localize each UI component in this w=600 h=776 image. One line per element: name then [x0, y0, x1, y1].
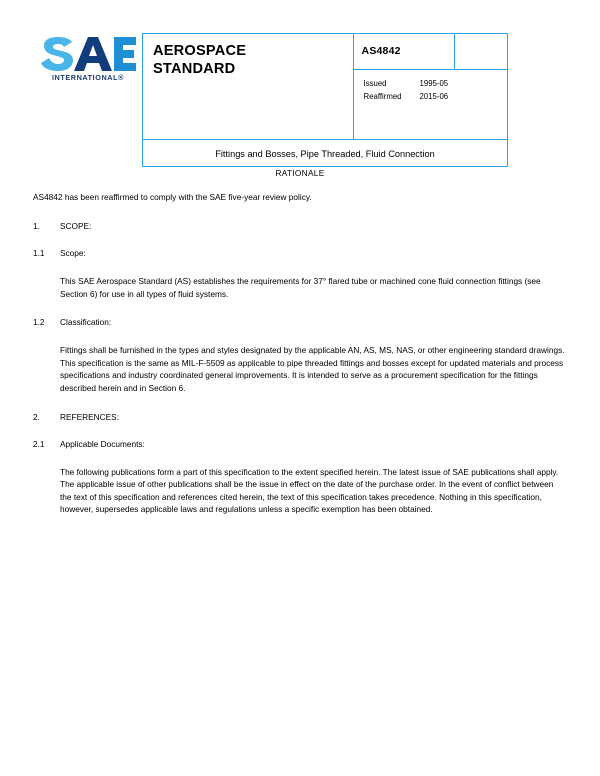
section-2-number: 2.: [33, 411, 40, 422]
issued-row: [364, 78, 449, 89]
doc-number: AS4842: [361, 45, 401, 57]
rationale-heading: RATIONALE: [275, 168, 325, 178]
doc-type-cell: [143, 34, 354, 140]
sae-logo: [38, 36, 138, 82]
reaffirmed-label: Reaffirmed: [363, 92, 402, 102]
section-1-1-number: 1.1: [33, 248, 45, 258]
section-1-2-paragraph: Fittings shall be furnished in the types and styles designated by the applicable AN, AS, MS, NAS, or other engineering standard drawings. This specification is the same as MIL-F-5509 as applicable to pipe threaded fittings and bosses except for updated materials and process specifications and industry coordinated general improvements. It is intended to serve as a procurement specification for the fittings described herein and in Section 6.: [60, 345, 565, 394]
issued-label: Issued: [363, 79, 387, 88]
section-2-1-number: 2.1: [33, 438, 45, 449]
issued-value: 1995-05: [419, 79, 449, 88]
section-1-2-heading: Classification:: [60, 317, 112, 328]
doc-type-line1: AEROSPACE: [153, 43, 247, 59]
section-2-1-paragraph: The following publications form a part of this specification to the extent specified herein. The latest issue of SAE publications shall apply. The applicable issue of other publications shall be the issue in effect on the date of the purchase order. In the event of conflict between the text of this specification and references cited herein, the text of this specification takes precedence. Nothing in this specification, however, supersedes applicable laws and regulations unless a specific exemption has been obtained.: [60, 466, 559, 515]
document-header: [0, 30, 600, 163]
section-2-heading: REFERENCES:: [60, 411, 120, 422]
section-1-1-heading: Scope:: [60, 248, 86, 258]
header-blank-cell: [454, 34, 507, 70]
doc-type-line2: STANDARD: [153, 60, 236, 77]
reaffirmed-row: [364, 91, 449, 102]
reaffirmed-value: 2015-06: [419, 92, 449, 102]
doc-number-cell: [353, 34, 454, 70]
doc-subject: Fittings and Bosses, Pipe Threaded, Fluid Connection: [215, 149, 435, 159]
section-1-2: [0, 317, 600, 327]
section-2-1-heading: Applicable Documents:: [60, 438, 145, 449]
doc-dates-cell: [353, 70, 507, 140]
section-1-1-paragraph: This SAE Aerospace Standard (AS) establishes the requirements for 37° flared tube or machined cone fluid connection fittings (see Section 6) for use in all types of fluid systems.: [60, 276, 541, 299]
sae-logo-icon: [38, 36, 138, 72]
section-1-heading: SCOPE:: [60, 221, 92, 231]
section-1-2-number: 1.2: [33, 317, 45, 328]
header-table: [142, 33, 508, 167]
doc-subject-cell: [143, 140, 508, 167]
section-2: [0, 412, 600, 422]
section-1-number: 1.: [33, 221, 40, 231]
section-1: [0, 221, 600, 231]
dates-table: [362, 76, 451, 104]
section-2-1: [0, 439, 600, 449]
rationale-text: AS4842 has been reaffirmed to comply with the SAE five-year review policy.: [33, 192, 312, 202]
document-body: [0, 168, 600, 533]
section-1-1: [0, 248, 600, 258]
sae-logo-subtitle: INTERNATIONAL®: [51, 73, 125, 82]
